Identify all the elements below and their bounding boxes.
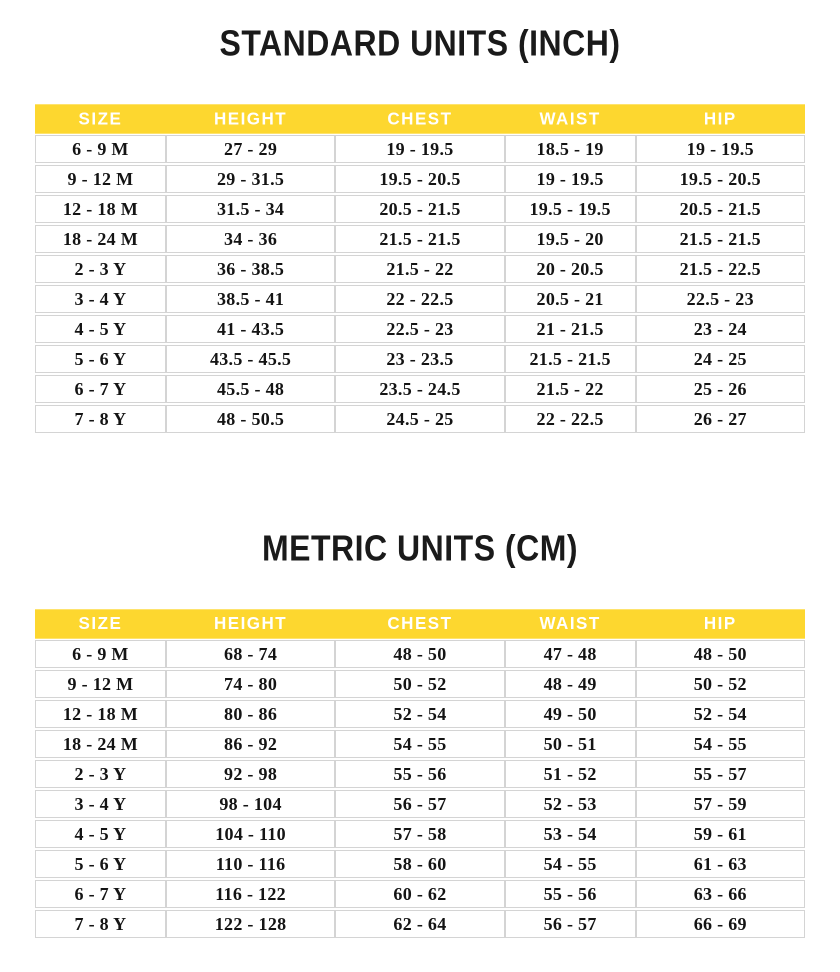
standard-header-row xyxy=(35,105,805,133)
table-cell: 51 - 52 xyxy=(505,760,636,788)
table-cell: 19.5 - 20.5 xyxy=(335,165,504,193)
metric-table-body xyxy=(35,640,805,938)
standard-table-body xyxy=(35,135,805,433)
table-cell: 21.5 - 21.5 xyxy=(636,225,805,253)
table-cell: 122 - 128 xyxy=(166,910,335,938)
table-cell: 68 - 74 xyxy=(166,640,335,668)
table-cell: 58 - 60 xyxy=(335,850,504,878)
table-cell: 18 - 24 M xyxy=(35,730,166,758)
table-cell: 31.5 - 34 xyxy=(166,195,335,223)
table-row xyxy=(35,255,805,283)
table-cell: 66 - 69 xyxy=(636,910,805,938)
table-cell: 60 - 62 xyxy=(335,880,504,908)
table-cell: 62 - 64 xyxy=(335,910,504,938)
table-cell: 74 - 80 xyxy=(166,670,335,698)
table-cell: 19 - 19.5 xyxy=(636,135,805,163)
table-cell: 27 - 29 xyxy=(166,135,335,163)
table-cell: 6 - 7 Y xyxy=(35,375,166,403)
table-cell: 12 - 18 M xyxy=(35,700,166,728)
column-header: SIZE xyxy=(35,609,166,638)
table-cell: 12 - 18 M xyxy=(35,195,166,223)
table-cell: 21.5 - 22 xyxy=(335,255,504,283)
table-cell: 48 - 50 xyxy=(636,640,805,668)
table-cell: 54 - 55 xyxy=(335,730,504,758)
table-cell: 47 - 48 xyxy=(505,640,636,668)
table-cell: 20.5 - 21.5 xyxy=(335,195,504,223)
standard-units-title: STANDARD UNITS (INCH) xyxy=(219,22,621,64)
metric-units-title: METRIC UNITS (CM) xyxy=(261,527,578,569)
table-row xyxy=(35,640,805,668)
table-cell: 21.5 - 21.5 xyxy=(335,225,504,253)
column-header: HEIGHT xyxy=(166,609,335,638)
table-row xyxy=(35,700,805,728)
table-cell: 19 - 19.5 xyxy=(335,135,504,163)
table-row xyxy=(35,375,805,403)
table-cell: 86 - 92 xyxy=(166,730,335,758)
table-cell: 43.5 - 45.5 xyxy=(166,345,335,373)
table-cell: 57 - 58 xyxy=(335,820,504,848)
table-cell: 19.5 - 20.5 xyxy=(636,165,805,193)
table-cell: 18.5 - 19 xyxy=(505,135,636,163)
table-cell: 21.5 - 21.5 xyxy=(505,345,636,373)
table-cell: 4 - 5 Y xyxy=(35,820,166,848)
table-cell: 20 - 20.5 xyxy=(505,255,636,283)
table-cell: 23 - 23.5 xyxy=(335,345,504,373)
column-header: SIZE xyxy=(35,104,166,133)
table-cell: 57 - 59 xyxy=(636,790,805,818)
table-row xyxy=(35,345,805,373)
table-cell: 9 - 12 M xyxy=(35,670,166,698)
column-header: WAIST xyxy=(505,609,636,638)
table-cell: 20.5 - 21 xyxy=(505,285,636,313)
table-cell: 116 - 122 xyxy=(166,880,335,908)
table-cell: 24.5 - 25 xyxy=(335,405,504,433)
table-cell: 98 - 104 xyxy=(166,790,335,818)
table-row xyxy=(35,730,805,758)
table-cell: 41 - 43.5 xyxy=(166,315,335,343)
table-cell: 48 - 50.5 xyxy=(166,405,335,433)
table-cell: 50 - 52 xyxy=(335,670,504,698)
table-cell: 22.5 - 23 xyxy=(335,315,504,343)
table-cell: 24 - 25 xyxy=(636,345,805,373)
table-cell: 92 - 98 xyxy=(166,760,335,788)
table-cell: 49 - 50 xyxy=(505,700,636,728)
table-cell: 54 - 55 xyxy=(505,850,636,878)
table-row xyxy=(35,315,805,343)
table-row xyxy=(35,850,805,878)
table-cell: 80 - 86 xyxy=(166,700,335,728)
table-cell: 21.5 - 22.5 xyxy=(636,255,805,283)
table-cell: 45.5 - 48 xyxy=(166,375,335,403)
table-cell: 20.5 - 21.5 xyxy=(636,195,805,223)
table-cell: 2 - 3 Y xyxy=(35,255,166,283)
table-cell: 36 - 38.5 xyxy=(166,255,335,283)
table-row xyxy=(35,880,805,908)
table-row xyxy=(35,135,805,163)
table-cell: 55 - 56 xyxy=(335,760,504,788)
table-cell: 9 - 12 M xyxy=(35,165,166,193)
table-row xyxy=(35,670,805,698)
table-cell: 18 - 24 M xyxy=(35,225,166,253)
table-cell: 29 - 31.5 xyxy=(166,165,335,193)
table-cell: 56 - 57 xyxy=(335,790,504,818)
table-cell: 3 - 4 Y xyxy=(35,790,166,818)
metric-header-row xyxy=(35,610,805,638)
table-cell: 104 - 110 xyxy=(166,820,335,848)
table-cell: 50 - 52 xyxy=(636,670,805,698)
table-cell: 55 - 57 xyxy=(636,760,805,788)
table-cell: 63 - 66 xyxy=(636,880,805,908)
table-cell: 23 - 24 xyxy=(636,315,805,343)
table-cell: 6 - 9 M xyxy=(35,135,166,163)
table-row xyxy=(35,820,805,848)
table-cell: 52 - 53 xyxy=(505,790,636,818)
metric-units-table xyxy=(35,608,805,940)
table-cell: 53 - 54 xyxy=(505,820,636,848)
column-header: HIP xyxy=(636,104,805,133)
table-cell: 52 - 54 xyxy=(636,700,805,728)
table-cell: 26 - 27 xyxy=(636,405,805,433)
table-cell: 59 - 61 xyxy=(636,820,805,848)
table-cell: 22 - 22.5 xyxy=(335,285,504,313)
table-cell: 48 - 49 xyxy=(505,670,636,698)
table-cell: 34 - 36 xyxy=(166,225,335,253)
table-row xyxy=(35,910,805,938)
table-cell: 55 - 56 xyxy=(505,880,636,908)
table-cell: 19.5 - 20 xyxy=(505,225,636,253)
table-cell: 22.5 - 23 xyxy=(636,285,805,313)
table-row xyxy=(35,790,805,818)
table-cell: 48 - 50 xyxy=(335,640,504,668)
table-cell: 50 - 51 xyxy=(505,730,636,758)
table-cell: 2 - 3 Y xyxy=(35,760,166,788)
standard-units-section xyxy=(0,22,840,435)
table-cell: 5 - 6 Y xyxy=(35,850,166,878)
table-row xyxy=(35,225,805,253)
column-header: HIP xyxy=(636,609,805,638)
table-cell: 21 - 21.5 xyxy=(505,315,636,343)
table-row xyxy=(35,195,805,223)
table-cell: 21.5 - 22 xyxy=(505,375,636,403)
table-cell: 110 - 116 xyxy=(166,850,335,878)
table-cell: 6 - 7 Y xyxy=(35,880,166,908)
table-cell: 7 - 8 Y xyxy=(35,910,166,938)
standard-units-table xyxy=(35,103,805,435)
table-cell: 23.5 - 24.5 xyxy=(335,375,504,403)
column-header: CHEST xyxy=(335,104,504,133)
table-cell: 19 - 19.5 xyxy=(505,165,636,193)
table-cell: 3 - 4 Y xyxy=(35,285,166,313)
table-cell: 61 - 63 xyxy=(636,850,805,878)
table-cell: 7 - 8 Y xyxy=(35,405,166,433)
table-cell: 52 - 54 xyxy=(335,700,504,728)
table-cell: 22 - 22.5 xyxy=(505,405,636,433)
column-header: WAIST xyxy=(505,104,636,133)
column-header: HEIGHT xyxy=(166,104,335,133)
table-cell: 54 - 55 xyxy=(636,730,805,758)
table-cell: 56 - 57 xyxy=(505,910,636,938)
table-row xyxy=(35,165,805,193)
table-cell: 5 - 6 Y xyxy=(35,345,166,373)
table-row xyxy=(35,285,805,313)
table-cell: 6 - 9 M xyxy=(35,640,166,668)
table-cell: 4 - 5 Y xyxy=(35,315,166,343)
metric-units-section xyxy=(0,527,840,940)
table-row xyxy=(35,760,805,788)
table-cell: 38.5 - 41 xyxy=(166,285,335,313)
table-cell: 19.5 - 19.5 xyxy=(505,195,636,223)
column-header: CHEST xyxy=(335,609,504,638)
table-row xyxy=(35,405,805,433)
table-cell: 25 - 26 xyxy=(636,375,805,403)
